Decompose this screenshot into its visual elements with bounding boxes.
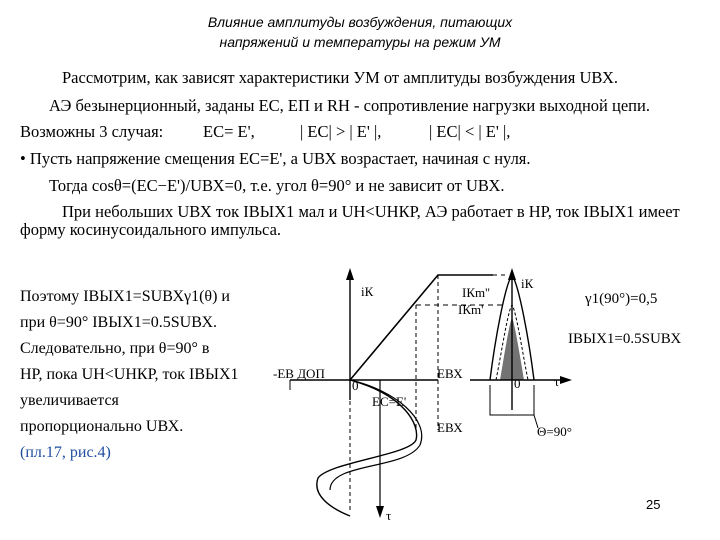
- ik-axis-arrow: [346, 268, 354, 280]
- tau-axis-arrow: [376, 506, 384, 518]
- paragraph-1: Рассмотрим, как зависят характеристики УМ от амплитуды возбуждения UВХ.: [62, 68, 619, 87]
- tau-axis-right-arrow: [560, 376, 572, 384]
- theta-label: Θ=90°: [537, 424, 572, 439]
- evx-top-label: EВХ: [437, 366, 463, 381]
- evx-bottom-label: EВХ: [437, 420, 463, 435]
- bullet-text: • Пусть напряжение смещения EС=E', а UВХ возрастает, начиная с нуля.: [20, 149, 531, 168]
- case-3: | EС| < | E' |,: [429, 122, 511, 141]
- gamma-label: γ1(90°)=0,5: [585, 291, 658, 307]
- paragraph-3: Тогда cosθ=(EС−E')/UВХ=0, т.е. угол θ=90° и не зависит от UВХ.: [49, 176, 505, 195]
- ik-label-left: iК: [361, 284, 374, 299]
- paragraph-4b: форму косинусоидального импульса.: [20, 220, 282, 239]
- eb-dop-label: -EВ ДОП: [273, 366, 325, 381]
- tau-bottom-label: τ: [386, 508, 392, 523]
- ikm1-label: IКm': [458, 302, 484, 317]
- figure-reference: (пл.17, рис.4): [20, 444, 111, 461]
- case-1: EС= E',: [203, 122, 255, 141]
- left-line-6: пропорционально UВХ.: [20, 418, 184, 435]
- ik-label-right: iК: [521, 276, 534, 291]
- ec-eq-label: EС=E': [372, 394, 407, 409]
- ivyx-label: IВЫХ1=0.5SUВХ: [568, 331, 682, 347]
- paragraph-4a: При небольших UВХ ток IВЫХ1 мал и UН<UНКР, АЭ работает в НР, ток IВЫХ1 имеет: [62, 202, 680, 221]
- left-line-1: Поэтому IВЫХ1=SUВХγ1(θ) и: [20, 288, 230, 305]
- page-number: 25: [646, 497, 661, 512]
- left-line-2: при θ=90° IВЫХ1=0.5SUВХ.: [20, 314, 218, 331]
- title-line-2: напряжений и температуры на режим УМ: [219, 34, 501, 50]
- tau-right-label: τ: [554, 374, 560, 389]
- cases-label: Возможны 3 случая:: [20, 122, 164, 141]
- zero-right-label: 0: [514, 376, 521, 391]
- zero-left-label: 0: [352, 378, 359, 393]
- case-2: | EС| > | E' |,: [300, 122, 382, 141]
- left-line-4: НР, пока UН<UНКР, ток IВЫХ1: [20, 366, 239, 383]
- left-line-3: Следовательно, при θ=90° в: [20, 340, 210, 357]
- pulse-fill: [500, 318, 524, 380]
- left-line-5: увеличивается: [20, 392, 119, 409]
- title-line-1: Влияние амплитуды возбуждения, питающих: [207, 14, 513, 30]
- paragraph-2: АЭ безынерционный, заданы EС, EП и RН - сопротивление нагрузки выходной цепи.: [49, 96, 650, 115]
- ikm2-label: IКm'': [462, 285, 490, 300]
